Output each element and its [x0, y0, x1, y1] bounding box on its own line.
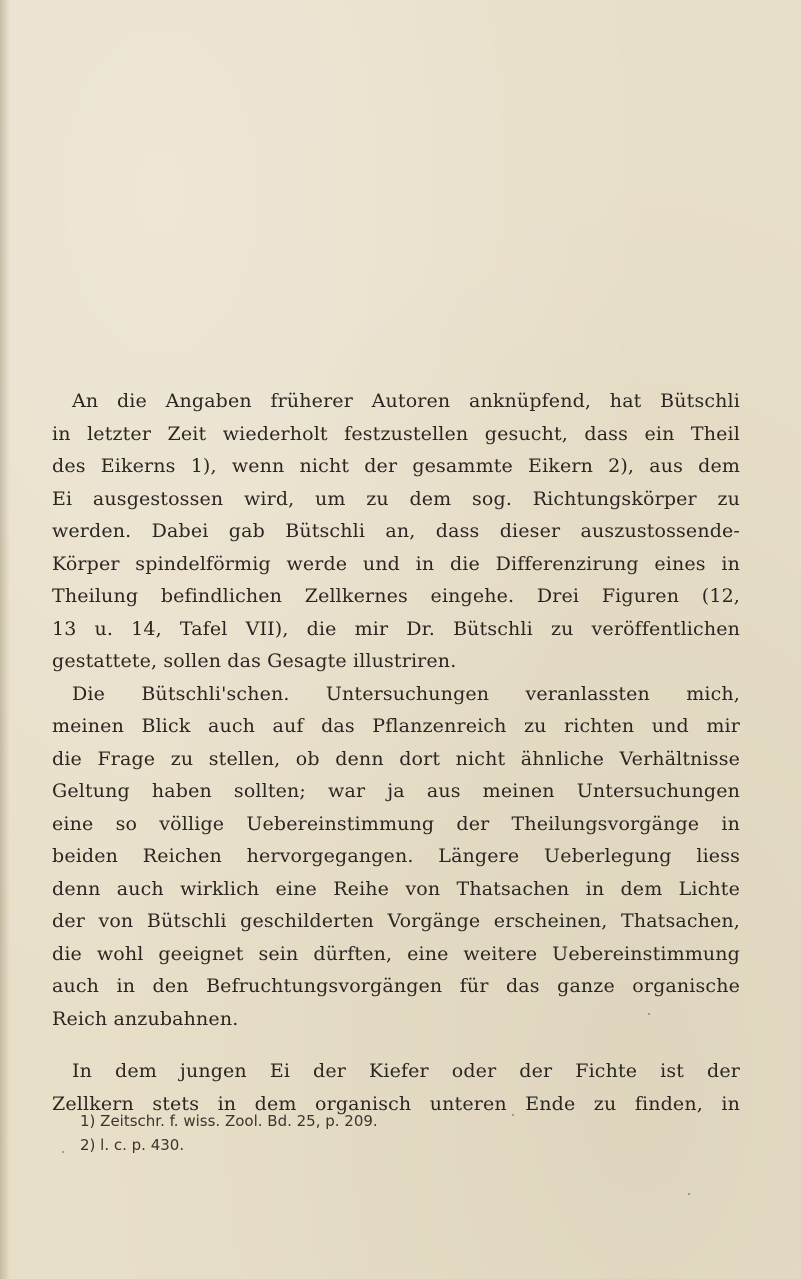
text-line: In dem jungen Ei der Kiefer oder der Fichte ist der: [72, 1060, 740, 1082]
footnote-1: 1) Zeitschr. f. wiss. Zool. Bd. 25, p. 209.: [80, 1112, 378, 1130]
text-line: An die Angaben früherer Autoren anknüpfend, hat Bütschli: [72, 390, 740, 412]
paragraph-gap: [52, 1035, 740, 1055]
text-line: Körper spindelförmig werde und in die Differenzirung eines in: [52, 552, 740, 575]
footnote-2: 2) l. c. p. 430.: [80, 1136, 185, 1154]
text-line: Geltung haben sollten; war ja aus meinen Untersuchungen: [52, 780, 740, 802]
text-line: Ei ausgestossen wird, um zu dem sog. Richtungskörper zu: [52, 487, 740, 510]
text-line: des Eikerns 1), wenn nicht der gesammte Eikern 2), aus dem: [52, 455, 740, 477]
text-line: der von Bütschli geschilderten Vorgänge erscheinen, Thatsachen,: [52, 910, 740, 932]
text-line: die Frage zu stellen, ob denn dort nicht ähnliche Verhältnisse: [52, 747, 740, 770]
page-binding-shadow: [0, 0, 10, 1279]
text-line: die wohl geeignet sein dürften, eine weitere Uebereinstimmung: [52, 942, 740, 965]
text-line: Theilung befindlichen Zellkernes eingehe. Drei Figuren (12,: [52, 585, 740, 607]
paper-speck: [62, 1151, 64, 1153]
paragraph-1: [52, 385, 740, 678]
text-line: 13 u. 14, Tafel VII), die mir Dr. Bütschli zu veröffentlichen: [52, 617, 740, 640]
text-line: gestattete, sollen das Gesagte illustriren.: [52, 650, 457, 672]
footnotes: [80, 1109, 580, 1157]
paper-speck: [512, 1114, 514, 1116]
text-line: denn auch wirklich eine Reihe von Thatsachen in dem Lichte: [52, 877, 740, 900]
text-line: beiden Reichen hervorgegangen. Längere Ueberlegung liess: [52, 845, 740, 867]
text-line: auch in den Befruchtungsvorgängen für das ganze organische: [52, 975, 740, 997]
text-line: werden. Dabei gab Bütschli an, dass dieser auszustossende-: [52, 520, 740, 542]
text-line: meinen Blick auch auf das Pflanzenreich zu richten und mir: [52, 715, 740, 737]
text-line: Reich anzubahnen.: [52, 1007, 239, 1030]
text-line: Zellkern stets in dem organisch unteren Ende zu finden, in: [52, 1092, 740, 1115]
paragraph-2: [52, 678, 740, 1036]
paper-speck: [648, 1013, 650, 1015]
paper-speck: [688, 1193, 690, 1195]
body-text: [52, 385, 740, 1120]
text-line: Die Bütschli'schen. Untersuchungen veranlassten mich,: [72, 682, 740, 705]
text-line: in letzter Zeit wiederholt festzustellen gesucht, dass ein Theil: [52, 422, 740, 445]
text-line: eine so völlige Uebereinstimmung der Theilungsvorgänge in: [52, 812, 740, 835]
